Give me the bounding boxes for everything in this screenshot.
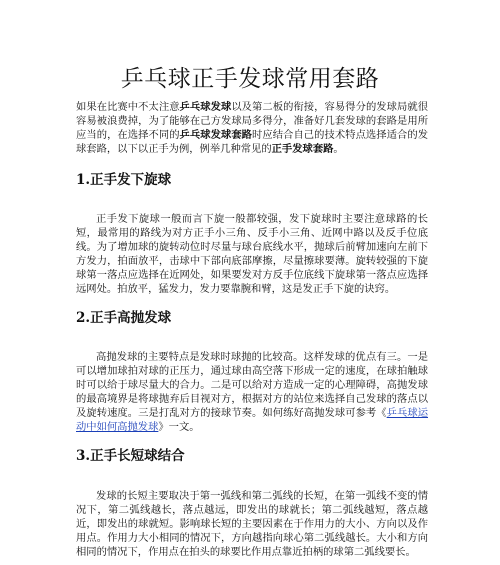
intro-paragraph — [76, 100, 428, 156]
intro-keyword-2: 乒乓球发球套路 — [179, 129, 253, 142]
intro-text-3: 时应结合自己的技术特点选择适合的发球套路，以下以正手为例，例举几种常见的 — [76, 129, 429, 156]
section-body-2-tail: 》一文。 — [158, 421, 200, 434]
article-link[interactable]: 乒乓球运动中如何高抛发球 — [76, 407, 429, 434]
section-body-2 — [76, 350, 428, 435]
section-heading-2: 2.正手高抛发球 — [76, 310, 172, 326]
section-body-3: 发球的长短主要取决于第一弧线和第二弧线的长短，在第一弧线不变的情况下，第二弧线越长，落点越远，即发出的球就长；第二弧线越短，落点越近，即发出的球就短。影响球长短的主要因素在于作用力的大小、方向以及作用点。作用力大小相同的情况下，方向越指向球心第二弧线越长。大小和方向相同的情况下，作用点在拍头的球要比作用点靠近拍柄的球第二弧线要长。 — [76, 490, 428, 559]
intro-keyword-3: 正手发球套路 — [271, 143, 334, 156]
intro-text-2: 以及第二板的衔接，容易得分的发球局就很容易被浪费掉，为了能够在己方发球局多得分，准备好几套发球的套路是用所应当的，在选择不同的 — [76, 101, 429, 142]
section-heading-1: 1.正手发下旋球 — [76, 172, 172, 188]
intro-keyword-1: 乒乓球发球 — [179, 101, 232, 113]
section-body-2-text: 高抛发球的主要特点是发球时球抛的比较高。这样发球的优点有三。一是可以增加球拍对球的正压力，通过球由高空落下形成一定的速度，在球拍触球时可以给于球尽量大的合力。二是可以给对方造成一定的心理障碍，高抛发球的最高境界是将球抛弃后目视对方，根据对方的站位来选择自己发球的落点以及旋转速度。三是打乱对方的接球节奏。如何练好高抛发球可参考《 — [76, 351, 428, 420]
section-body-1: 正手发下旋球一般而言下旋一般都较强，发下旋球时主要注意球路的长短，最常用的路线为对方正手小三角、反手小三角、近网中路以及反手位底线。为了增加球的旋转动位时尽量与球台底线水平，抛球后前臂加速向左前下方发力，拍面放平，击球中下部向底部摩擦，尽量擦球要薄。旋转较强的下旋球第一落点应选择在近网处，如果要发对方反手位底线下旋球第一落点应选择远网处。拍放平，猛发力，发力要靠腕和臂，这是发正手下旋的诀窍。 — [76, 213, 428, 296]
intro-text-1: 如果在比赛中不太注意 — [76, 101, 180, 113]
section-heading-3: 3.正手长短球结合 — [76, 448, 185, 464]
intro-text-4: 。 — [333, 143, 344, 156]
page-title: 乒乓球正手发球常用套路 — [120, 66, 380, 92]
